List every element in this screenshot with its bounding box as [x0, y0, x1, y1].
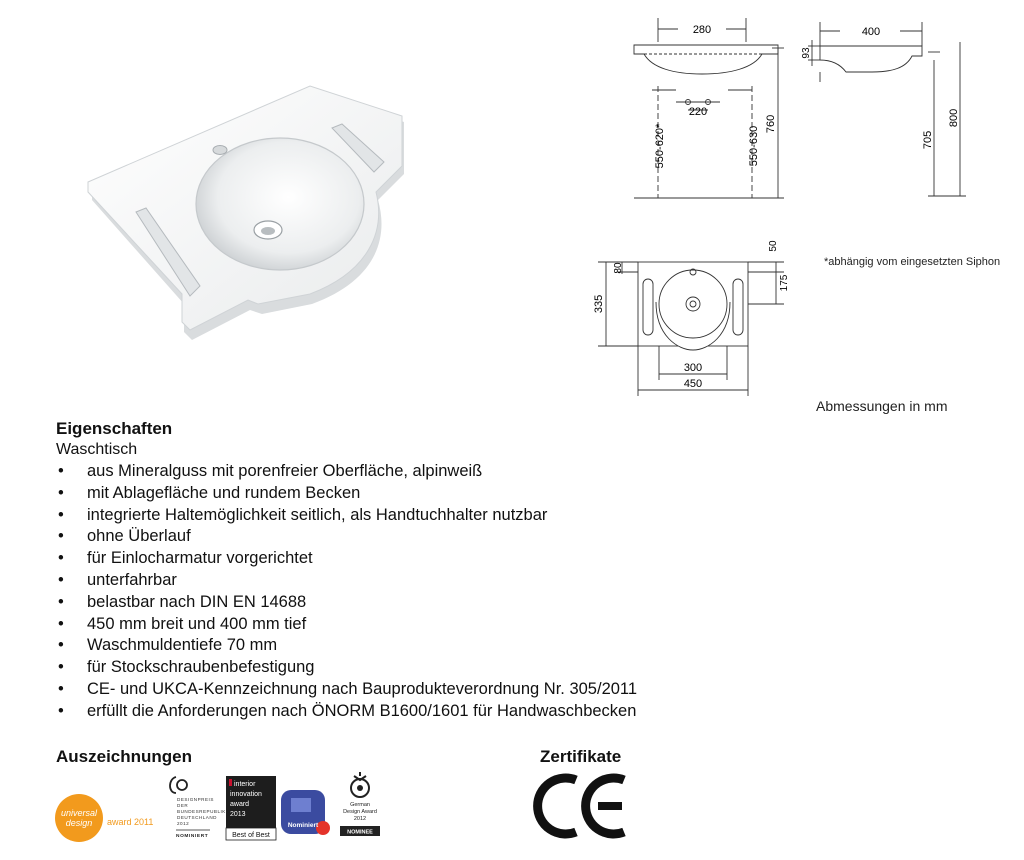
- dim-drain-height: 550-620*: [654, 123, 666, 169]
- feature-list: [56, 461, 816, 723]
- awards-title: Auszeichnungen: [56, 747, 193, 766]
- svg-text:NOMINEE: NOMINEE: [347, 829, 373, 836]
- svg-text:universal: universal: [60, 808, 98, 818]
- feature-item: • integrierte Haltemöglichkeit seitlich, als Handtuchhalter nutzbar: [56, 505, 816, 527]
- german-design-award-logo: [336, 772, 384, 840]
- dim-total-height: 760: [765, 114, 777, 134]
- svg-text:DEUTSCHLAND: DEUTSCHLAND: [177, 815, 217, 820]
- dim-side-depth: 400: [861, 26, 881, 38]
- unit-note: Abmessungen in mm: [816, 398, 948, 414]
- svg-text:DER: DER: [177, 803, 189, 808]
- svg-text:2013: 2013: [230, 811, 246, 818]
- svg-text:award: award: [230, 801, 250, 808]
- designpreis-logo: [162, 773, 226, 843]
- svg-text:German: German: [350, 802, 370, 808]
- feature-item: • belastbar nach DIN EN 14688: [56, 592, 816, 614]
- svg-text:2012: 2012: [353, 816, 367, 822]
- dim-top-bowl-width: 300: [683, 362, 703, 374]
- dim-tap-spacing: 220: [688, 106, 708, 118]
- dim-top-175: 175: [779, 274, 790, 292]
- feature-item: • unterfahrbar: [56, 570, 816, 592]
- front-view-drawing: [612, 12, 792, 212]
- dim-top-depth: 335: [593, 294, 605, 314]
- dim-side-705: 705: [922, 130, 934, 150]
- svg-text:interior: interior: [234, 781, 256, 788]
- svg-text:Best of Best: Best of Best: [232, 832, 270, 839]
- feature-item: • ohne Überlauf: [56, 526, 816, 548]
- svg-text:award 2011: award 2011: [107, 817, 154, 827]
- product-photo: [80, 82, 410, 344]
- svg-text:Nominiert: Nominiert: [287, 822, 319, 829]
- section-title: Eigenschaften: [56, 419, 173, 438]
- svg-text:innovation: innovation: [230, 791, 262, 798]
- certificates-title: Zertifikate: [540, 747, 622, 766]
- dim-side-800: 800: [948, 108, 960, 128]
- ce-mark-logo: [536, 772, 630, 840]
- product-type: Waschtisch: [56, 441, 138, 458]
- feature-item: • erfüllt die Anforderungen nach ÖNORM B1600/1601 für Handwaschbecken: [56, 701, 816, 723]
- svg-text:Design Award: Design Award: [343, 809, 377, 815]
- feature-item: • 450 mm breit und 400 mm tief: [56, 614, 816, 636]
- svg-text:2012: 2012: [177, 821, 190, 826]
- feature-item: • mit Ablagefläche und rundem Becken: [56, 483, 816, 505]
- dim-front-width: 280: [692, 24, 712, 36]
- german-design-nominee-logo: [281, 786, 331, 838]
- svg-text:DESIGNPREIS: DESIGNPREIS: [177, 797, 214, 802]
- siphon-footnote: *abhängig vom eingesetzten Siphon: [824, 256, 1001, 268]
- feature-item: • CE- und UKCA-Kennzeichnung nach Bauprodukteverordnung Nr. 305/2011: [56, 679, 816, 701]
- svg-text:NOMINIERT: NOMINIERT: [176, 834, 209, 839]
- dim-top-80: 80: [613, 262, 624, 274]
- side-view-drawing: [800, 12, 980, 212]
- dim-top-50: 50: [768, 240, 779, 252]
- feature-item: • für Stockschraubenbefestigung: [56, 657, 816, 679]
- svg-text:BUNDESREPUBLIK: BUNDESREPUBLIK: [177, 809, 226, 814]
- dim-side-thickness: 93: [801, 47, 812, 59]
- feature-item: • für Einlocharmatur vorgerichtet: [56, 548, 816, 570]
- interior-innovation-award-logo: [226, 776, 276, 840]
- feature-item: • aus Mineralguss mit porenfreier Oberfläche, alpinweiß: [56, 461, 816, 483]
- svg-text:design: design: [65, 818, 93, 828]
- top-view-drawing: [588, 232, 798, 402]
- dim-top-total-width: 450: [683, 378, 703, 390]
- dim-trap-height: 550-630: [748, 125, 760, 167]
- universal-design-award-logo: [55, 793, 167, 843]
- feature-item: • Waschmuldentiefe 70 mm: [56, 635, 816, 657]
